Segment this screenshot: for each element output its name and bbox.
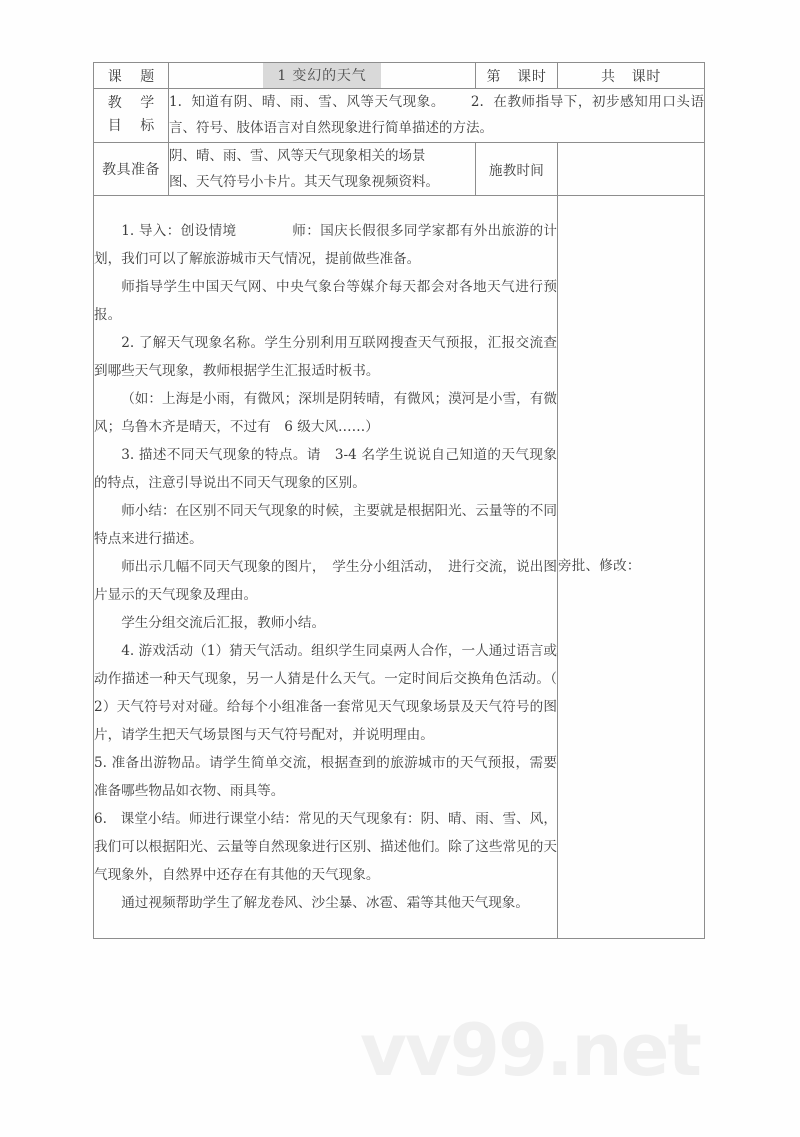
objective-2-num: 2. — [470, 94, 484, 110]
lesson-plan-table — [93, 62, 705, 939]
period-total-label: 共 — [600, 68, 616, 85]
cell-objectives — [169, 89, 705, 143]
period-current-label: 第 — [486, 68, 502, 85]
cell-lesson-title — [169, 63, 476, 89]
objective-2-text: 在教师指导下，初步感知用口头语言、符号、肢体语言对自然现象进行简单描述的方法。 — [169, 94, 705, 137]
process-paragraph: 学生分组交流后汇报，教师小结。 — [121, 615, 326, 632]
cell-teaching-process — [94, 196, 558, 939]
field-teaching-date[interactable] — [558, 142, 705, 196]
label-objectives — [94, 89, 169, 143]
process-paragraph: 3. 描述不同天气现象的特点。请 3-4 名学生说说自己知道的天气现象的特点，注意引导说出不同天气现象的区别。 — [94, 447, 557, 492]
process-paragraph: 师小结：在区别不同天气现象的时候，主要就是根据阳光、云量等的不同特点来进行描述。 — [94, 503, 557, 548]
process-paragraph: 师出示几幅不同天气现象的图片， 学生分小组活动， 进行交流，说出图片显示的天气现象及理由。 — [94, 559, 557, 604]
objective-1-num: 1. — [169, 94, 182, 110]
period-total-unit: 课时 — [631, 68, 662, 85]
side-notes-label: 旁批、修改： — [558, 558, 641, 575]
process-paragraph: 师指导学生中国天气网、中央气象台等媒介每天都会对各地天气进行预报。 — [94, 279, 557, 324]
process-paragraph: 1. 导入：创设情境 师：国庆长假很多同学家都有外出旅游的计划，我们可以了解旅游城市天气情况，提前做些准备。 — [94, 223, 557, 268]
table-row-process — [94, 196, 705, 939]
teaching-aids-line1: 阴、晴、雨、雪、风等天气现象相关的场景 — [169, 147, 426, 164]
objective-1-text: 知道有阴、晴、雨、雪、风等天气现象。 — [190, 94, 445, 110]
label-objectives-line2: 目 标 — [107, 118, 162, 135]
cell-period-current — [476, 63, 558, 89]
label-teaching-aids: 教具准备 — [94, 142, 169, 196]
lesson-title-text: 1 变幻的天气 — [263, 63, 380, 88]
label-teaching-date: 施教时间 — [476, 142, 558, 196]
process-paragraph: 通过视频帮助学生了解龙卷风、沙尘暴、冰雹、霜等其他天气现象。 — [121, 895, 529, 912]
label-objectives-line1: 教 学 — [107, 95, 162, 112]
period-current-unit: 课时 — [517, 68, 547, 85]
table-row-aids — [94, 142, 705, 196]
cell-period-total — [558, 63, 705, 89]
process-paragraph: 5. 准备出游物品。请学生简单交流，根据查到的旅游城市的天气预报，需要准备哪些物品如衣物、雨具等。 — [94, 755, 557, 800]
teaching-aids-line2: 图、天气符号小卡片。其天气现象视频资料。 — [169, 173, 439, 190]
cell-teaching-aids — [169, 142, 476, 196]
watermark-vv99net: vv99.net — [360, 1008, 700, 1092]
process-paragraph: 6. 课堂小结。师进行课堂小结：常见的天气现象有：阴、晴、雨、雪、风，我们可以根据阳光、云量等自然现象进行区别、描述他们。除了这些常见的天气现象外，自然界中还存在有其他的天气现象。 — [94, 811, 557, 884]
table-row-objectives — [94, 89, 705, 143]
process-paragraph: 4. 游戏活动（1）猜天气活动。组织学生同桌两人合作，一人通过语言或动作描述一种天气现象，另一人猜是什么天气。一定时间后交换角色活动。（ 2）天气符号对对碰。给每个小组准备一套常见天气现象场景及天气符号的图片，请学生把天气场景图与天气符号配对，并说明理由。 — [94, 643, 557, 744]
table-row-topic — [94, 63, 705, 89]
teaching-process-body — [94, 217, 557, 917]
process-paragraph: 2. 了解天气现象名称。学生分别利用互联网搜查天气预报，汇报交流查到哪些天气现象，教师根据学生汇报适时板书。 — [94, 335, 557, 380]
label-topic: 课 题 — [94, 63, 169, 89]
process-paragraph: （如：上海是小雨，有微风；深圳是阴转晴，有微风；漠河是小雪，有微风；乌鲁木齐是晴天，不过有 6 级大风……） — [94, 391, 557, 436]
cell-side-notes[interactable] — [558, 196, 705, 939]
